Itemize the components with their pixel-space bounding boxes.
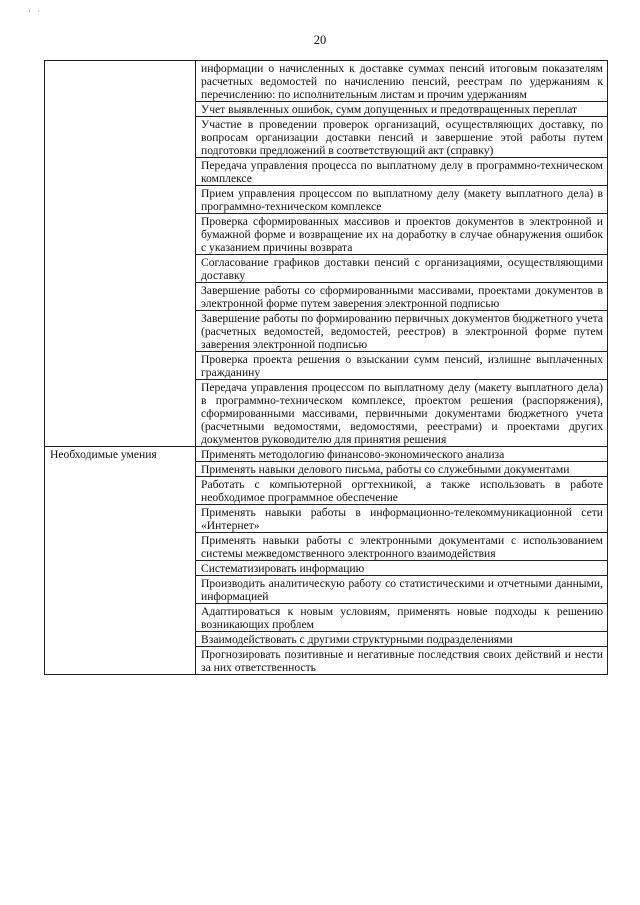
- skill-cell: Применять методологию финансово-экономического анализа: [196, 447, 608, 462]
- duty-cell: Согласование графиков доставки пенсий с организациями, осуществляющими доставку: [196, 255, 608, 283]
- duty-cell: информации о начисленных к доставке суммах пенсий итоговым показателям расчетных ведомостей по начислению пенсий, реестрам по удержаниям к перечислению: по исполнительным листам и прочим удержаниям: [196, 61, 608, 102]
- skill-cell: Производить аналитическую работу со статистическими и отчетными данными, информацией: [196, 576, 608, 604]
- duty-cell: Проверка проекта решения о взыскании сумм пенсий, излишне выплаченных гражданину: [196, 352, 608, 380]
- skills-label-cell: Необходимые умения: [45, 447, 196, 675]
- table-row: [45, 447, 608, 462]
- skill-cell: Применять навыки работы в информационно-телекоммуникационной сети «Интернет»: [196, 505, 608, 533]
- table-row: [45, 61, 608, 102]
- skill-cell: Взаимодействовать с другими структурными подразделениями: [196, 632, 608, 647]
- row-label-cell: [45, 61, 196, 447]
- duty-cell: Участие в проведении проверок организаций, осуществляющих доставку, по вопросам организации доставки пенсий и завершение этой работы путем подготовки предложений в соответствующий акт (справку): [196, 117, 608, 158]
- skill-cell: Применять навыки работы с электронными документами с использованием системы межведомственного электронного взаимодействия: [196, 533, 608, 561]
- duty-cell: Завершение работы по формированию первичных документов бюджетного учета (расчетных ведомостей, ведомостей, реестров) в электронной форме путем заверения электронной подписью: [196, 311, 608, 352]
- duty-cell: Учет выявленных ошибок, сумм допущенных и предотвращенных переплат: [196, 102, 608, 117]
- duty-cell: Передача управления процесса по выплатному делу в программно-техническом комплексе: [196, 158, 608, 186]
- skill-cell: Адаптироваться к новым условиям, применять новые подходы к решению возникающих проблем: [196, 604, 608, 632]
- skill-cell: Работать с компьютерной оргтехникой, а также использовать в работе необходимое программное обеспечение: [196, 477, 608, 505]
- scan-edge-marks: · ·: [28, 6, 43, 16]
- skill-cell: Применять навыки делового письма, работы со служебными документами: [196, 462, 608, 477]
- skill-cell: Прогнозировать позитивные и негативные последствия своих действий и нести за них ответственность: [196, 647, 608, 675]
- duty-cell: Прием управления процессом по выплатному делу (макету выплатного дела) в программно-техническом комплексе: [196, 186, 608, 214]
- duty-cell: Завершение работы со сформированными массивами, проектами документов в электронной форме путем заверения электронной подписью: [196, 283, 608, 311]
- duty-cell: Проверка сформированных массивов и проектов документов в электронной и бумажной форме и возвращение их на доработку в случае обнаружения ошибок с указанием причины возврата: [196, 214, 608, 255]
- requirements-table: [44, 60, 608, 675]
- page-number: 20: [313, 33, 327, 47]
- duty-cell: Передача управления процессом по выплатному делу (макету выплатного дела) в программно-техническом комплексе, проектом решения (распоряжения), сформированными массивами, первичными документами бюджетного учета (расчетными ведомостями, ведомостями, реестрами) и проектами других документов руководителю для принятия решения: [196, 380, 608, 447]
- skill-cell: Систематизировать информацию: [196, 561, 608, 576]
